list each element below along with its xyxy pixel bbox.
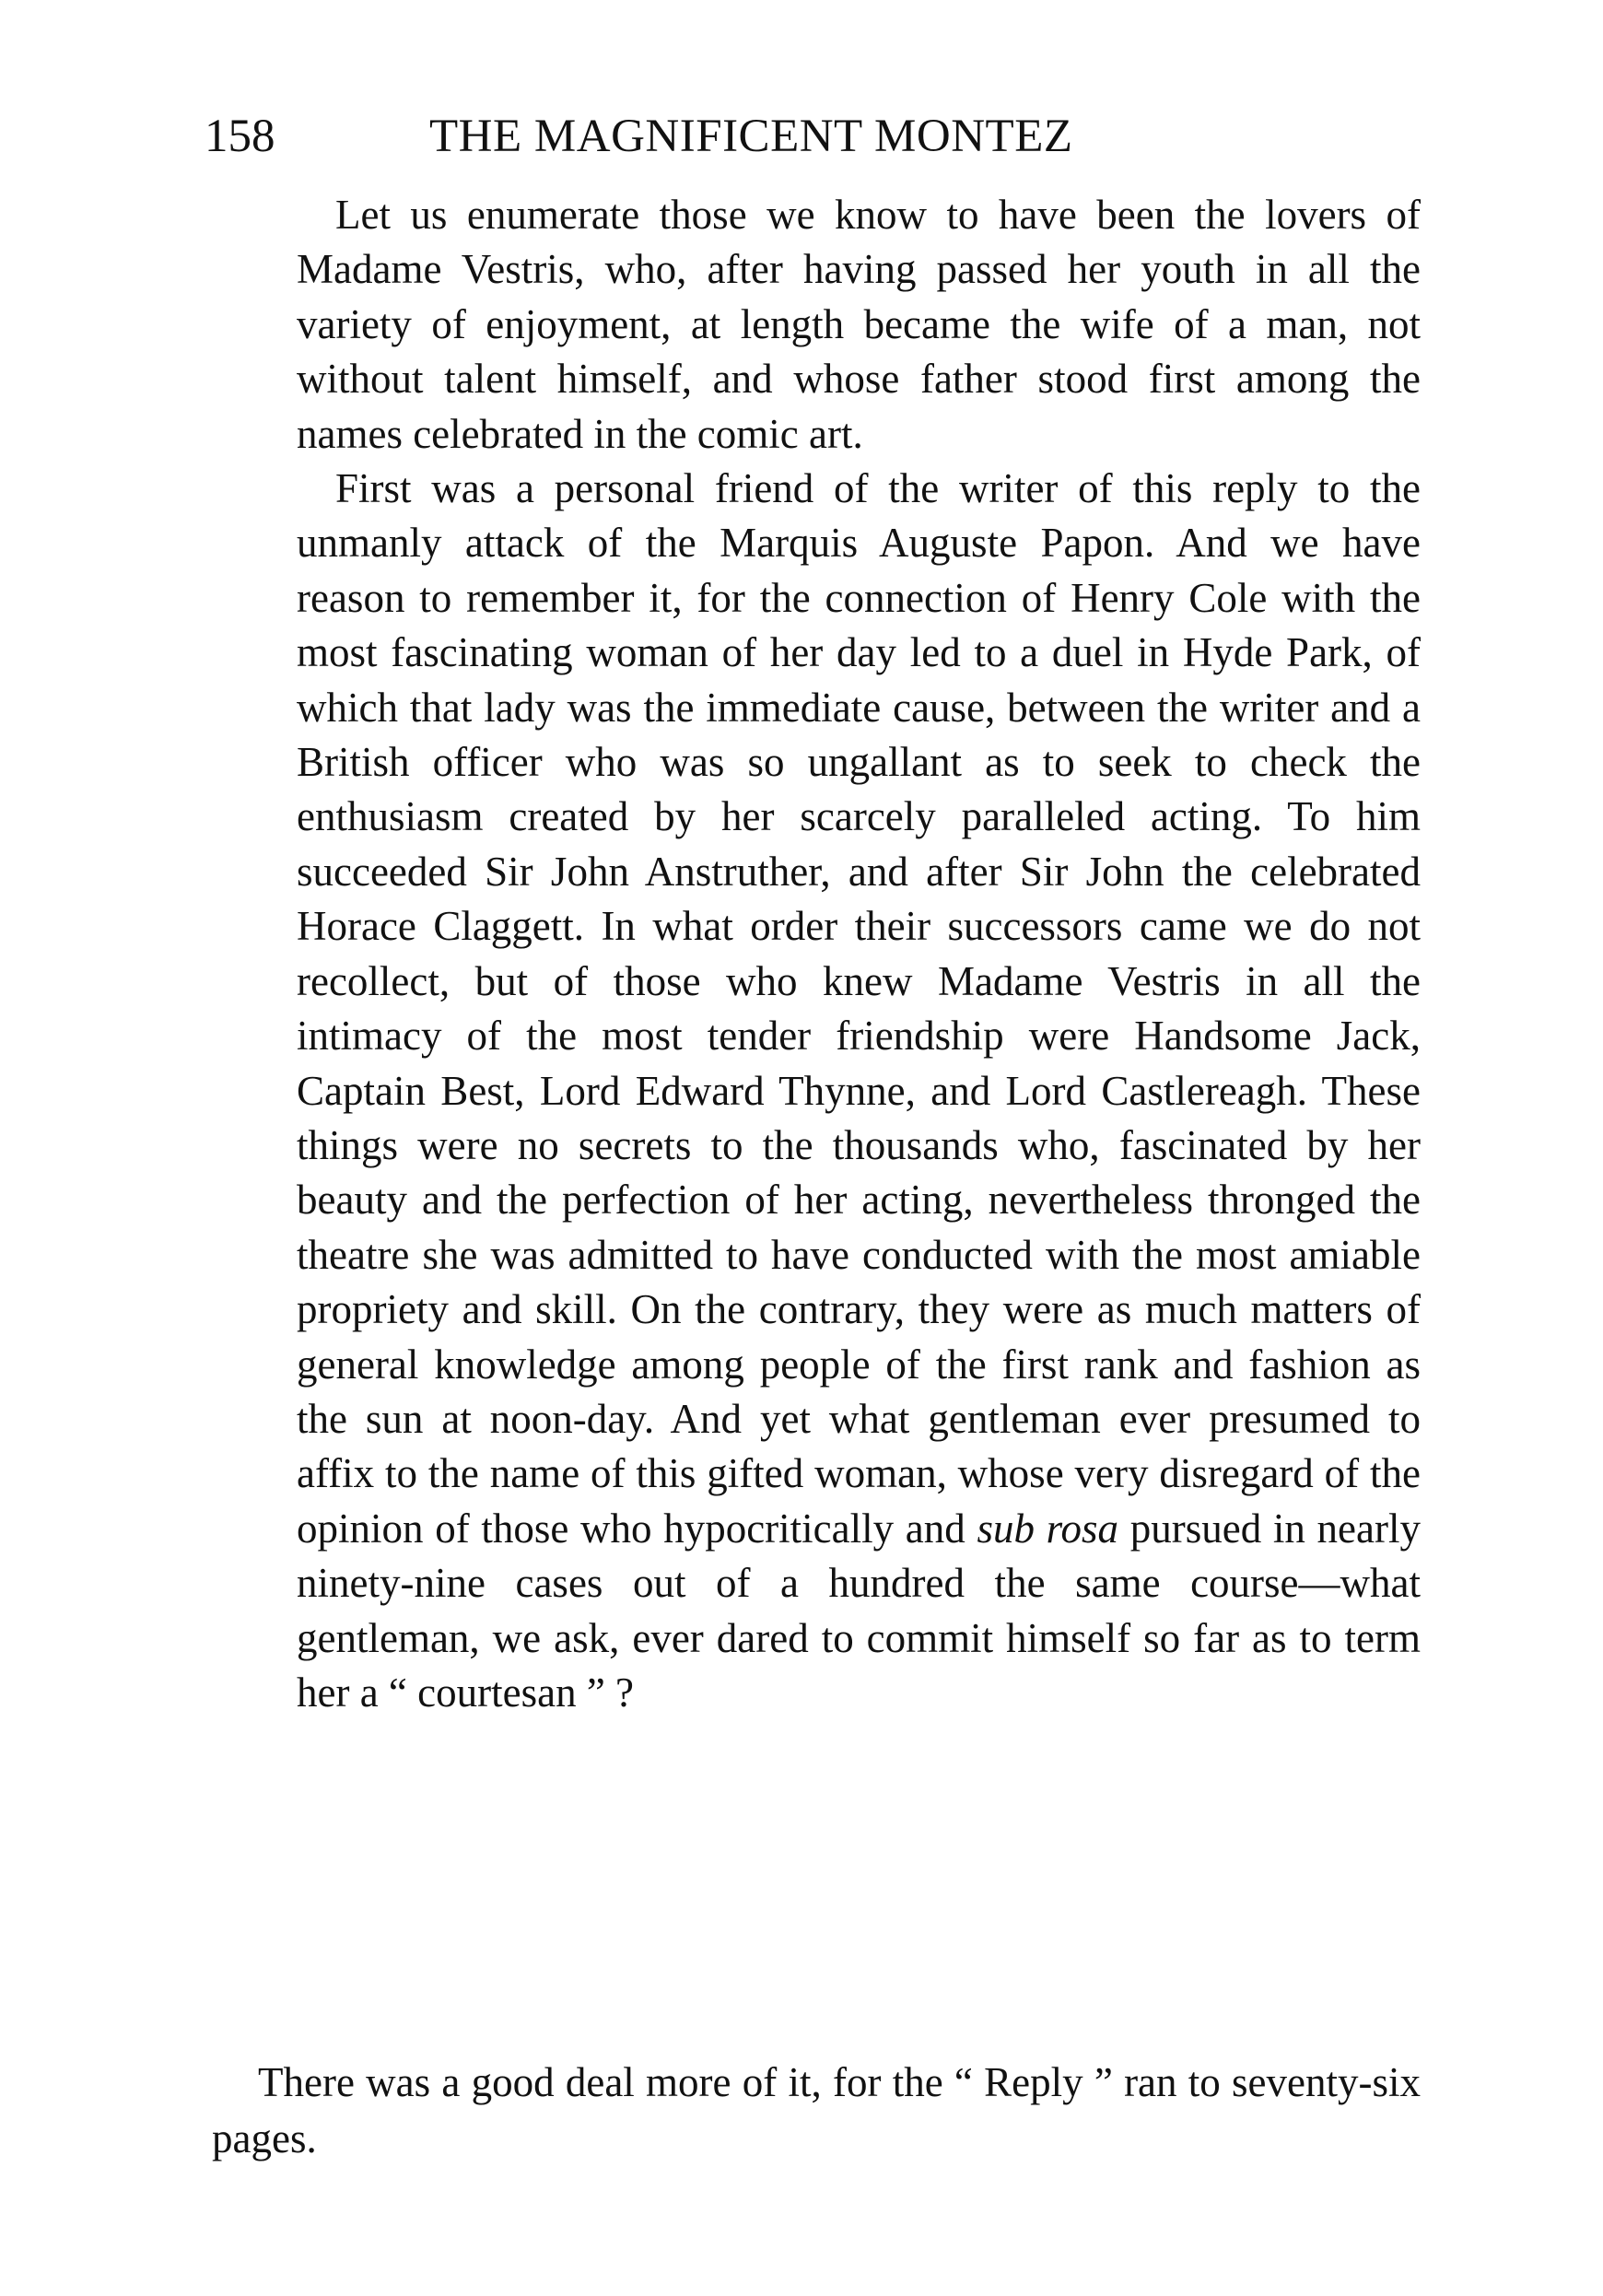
quote-paragraph-2 <box>297 462 1421 1720</box>
body-paragraph: There was a good deal more of it, for the “ Reply ” ran to seventy-six pages. <box>212 2059 1421 2161</box>
quote-paragraph-2-part-1: First was a personal friend of the writer of this reply to the unmanly attack of the Marquis Auguste Papon. And we have reason to remember it, for the connection of Henry Cole with the most fascinating woman of her day led to a duel in Hyde Park, of which that lady was the immediate cause, between the writer and a British officer who was so ungallant as to seek to check the enthusiasm created by her scarcely paralleled acting. To him succeeded Sir John Anstruther, and after Sir John the celebrated Horace Claggett. In what order their successors came we do not recollect, but of those who knew Madame Vestris in all the intimacy of the most tender friendship were Handsome Jack, Captain Best, Lord Edward Thynne, and Lord Castlereagh. These things were no secrets to the thousands who, fascinated by her beauty and the perfection of her acting, nevertheless thronged the theatre she was admitted to have conducted with the most amiable propriety and skill. On the contrary, they were as much matters of general knowledge among people of the first rank and fashion as the sun at noon-day. And yet what gentleman ever presumed to affix to the name of this gifted woman, whose very disregard of the opinion of those who hypocritically and <box>297 465 1421 1552</box>
running-head <box>205 109 1421 164</box>
italic-phrase: sub rosa <box>977 1505 1119 1552</box>
block-quote <box>297 188 1421 1720</box>
quote-paragraph-1: Let us enumerate those we know to have been the lovers of Madame Vestris, who, after having passed her youth in all the variety of enjoyment, at length became the wife of a man, not without talent himself, and whose father stood first among the names celebrated in the comic art. <box>297 192 1421 457</box>
page-number: 158 <box>205 111 275 162</box>
running-title: THE MAGNIFICENT MONTEZ <box>429 111 1073 162</box>
quote-paragraph-2-part-2: pursued in nearly ninety-nine cases out of a hundred the same course—what gentleman, we ask, ever dared to commit himself so far as to term her a “ courtesan ” ? <box>297 1505 1421 1716</box>
body-text <box>212 2055 1421 2167</box>
